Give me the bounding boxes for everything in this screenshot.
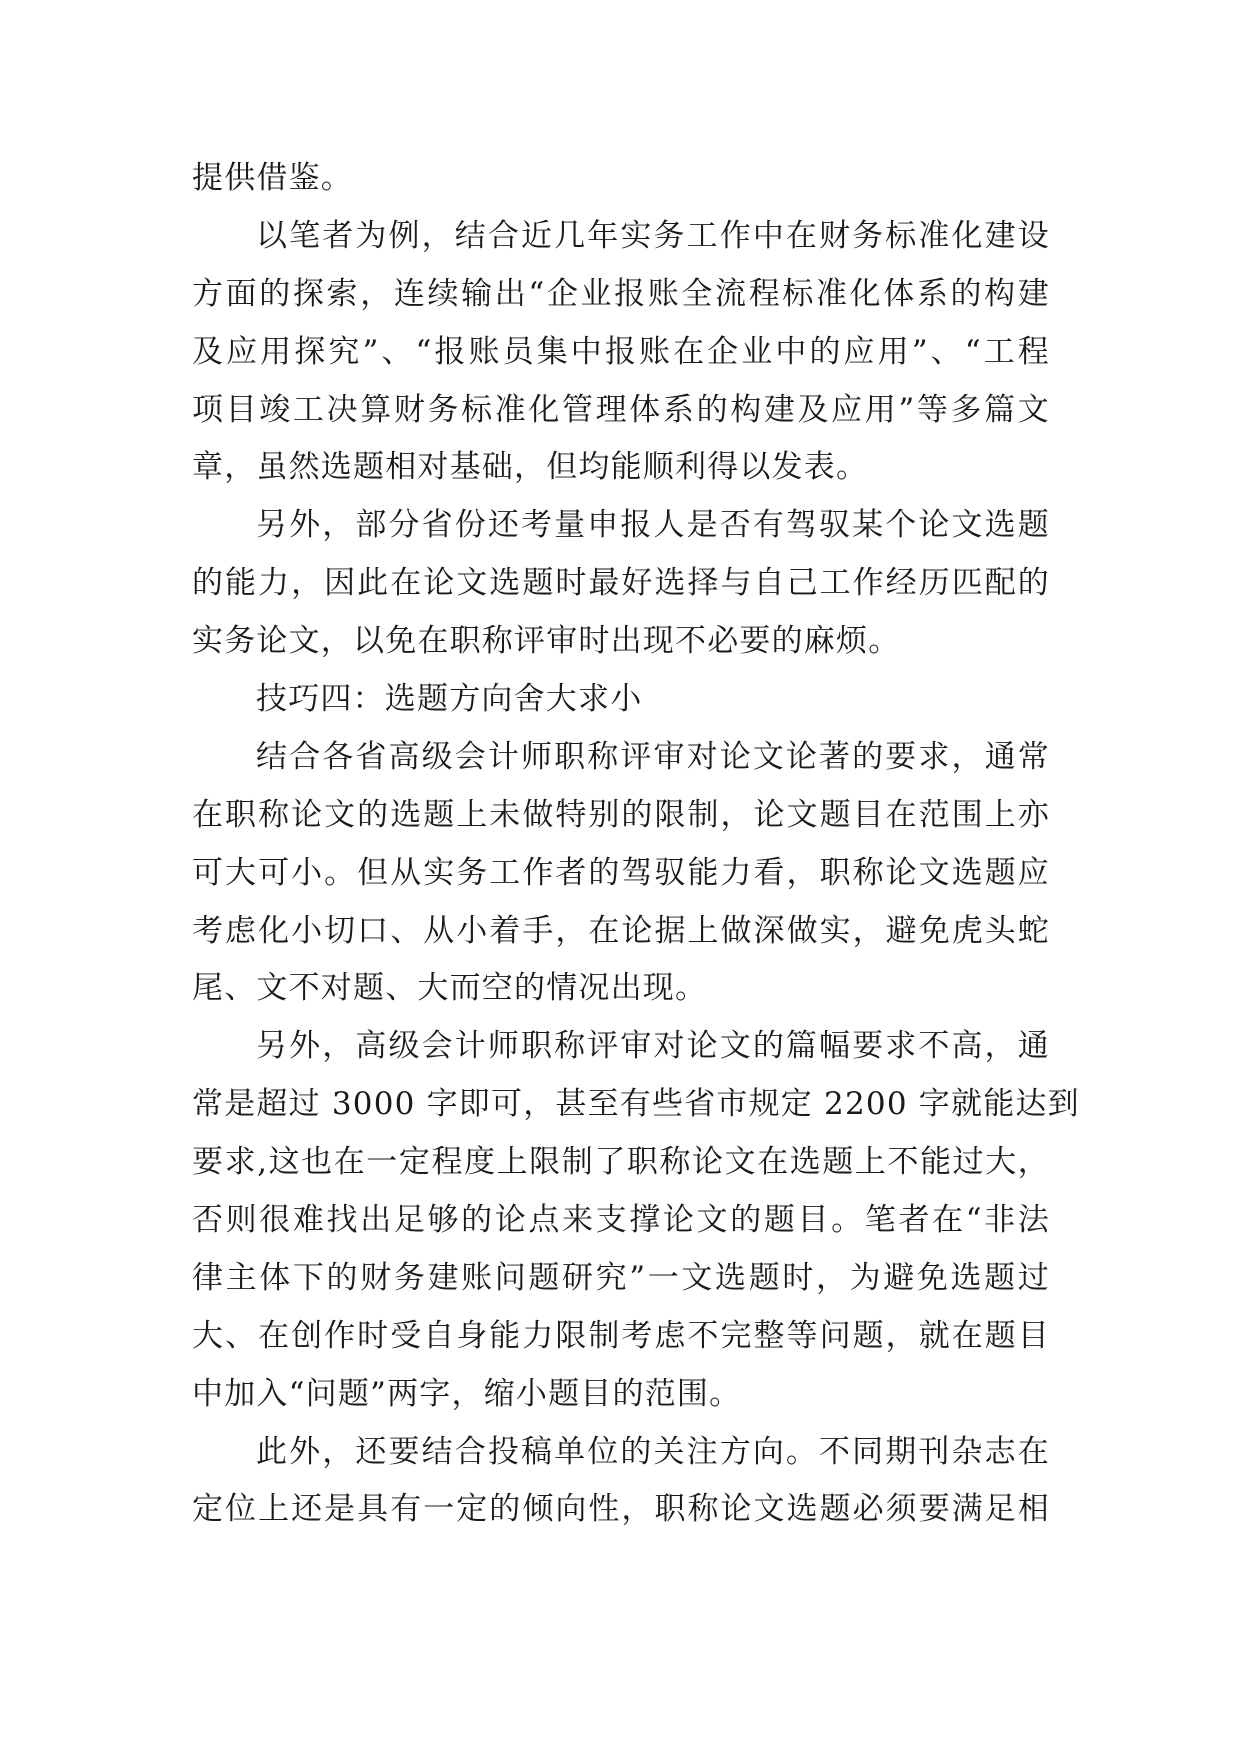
text-line: 要求,这也在一定程度上限制了职称论文在选题上不能过大， <box>192 1144 1050 1181</box>
text-line: 可大可小。但从实务工作者的驾驭能力看，职称论文选题应 <box>192 854 1050 891</box>
text-line: 大、在创作时受自身能力限制考虑不完整等问题，就在题目 <box>192 1317 1050 1354</box>
text-line: 常是超过 3000 字即可，甚至有些省市规定 2200 字就能达到 <box>192 1086 1080 1123</box>
text-line: 项目竣工决算财务标准化管理体系的构建及应用”等多篇文 <box>192 391 1050 428</box>
text-line: 在职称论文的选题上未做特别的限制，论文题目在范围上亦 <box>192 796 1050 833</box>
text-line: 以笔者为例，结合近几年实务工作中在财务标准化建设 <box>256 217 1050 254</box>
text-line: 提供借鉴。 <box>192 160 353 196</box>
body-text <box>192 150 1080 1539</box>
text-line: 实务论文，以免在职称评审时出现不必要的麻烦。 <box>192 623 901 660</box>
text-line: 技巧四：选题方向舍大求小 <box>256 681 643 718</box>
text-line: 尾、文不对题、大而空的情况出现。 <box>192 970 708 1007</box>
text-line: 中加入“问题”两字，缩小题目的范围。 <box>192 1375 742 1412</box>
text-line: 律主体下的财务建账问题研究”一文选题时，为避免选题过 <box>192 1259 1050 1296</box>
text-line: 否则很难找出足够的论点来支撑论文的题目。笔者在“非法 <box>192 1202 1050 1239</box>
text-line: 及应用探究”、“报账员集中报账在企业中的应用”、“工程 <box>192 333 1050 370</box>
text-line: 定位上还是具有一定的倾向性，职称论文选题必须要满足相 <box>192 1491 1050 1528</box>
text-line: 章，虽然选题相对基础，但均能顺利得以发表。 <box>192 449 869 486</box>
text-line: 考虑化小切口、从小着手，在论据上做深做实，避免虎头蛇 <box>192 912 1050 949</box>
text-line: 另外，高级会计师职称评审对论文的篇幅要求不高，通 <box>256 1028 1050 1065</box>
text-line: 方面的探索，连续输出“企业报账全流程标准化体系的构建 <box>192 275 1050 312</box>
text-line: 结合各省高级会计师职称评审对论文论著的要求，通常 <box>256 738 1050 775</box>
text-line: 另外，部分省份还考量申报人是否有驾驭某个论文选题 <box>256 507 1050 544</box>
text-line: 的能力，因此在论文选题时最好选择与自己工作经历匹配的 <box>192 565 1050 602</box>
text-line: 此外，还要结合投稿单位的关注方向。不同期刊杂志在 <box>256 1433 1050 1470</box>
